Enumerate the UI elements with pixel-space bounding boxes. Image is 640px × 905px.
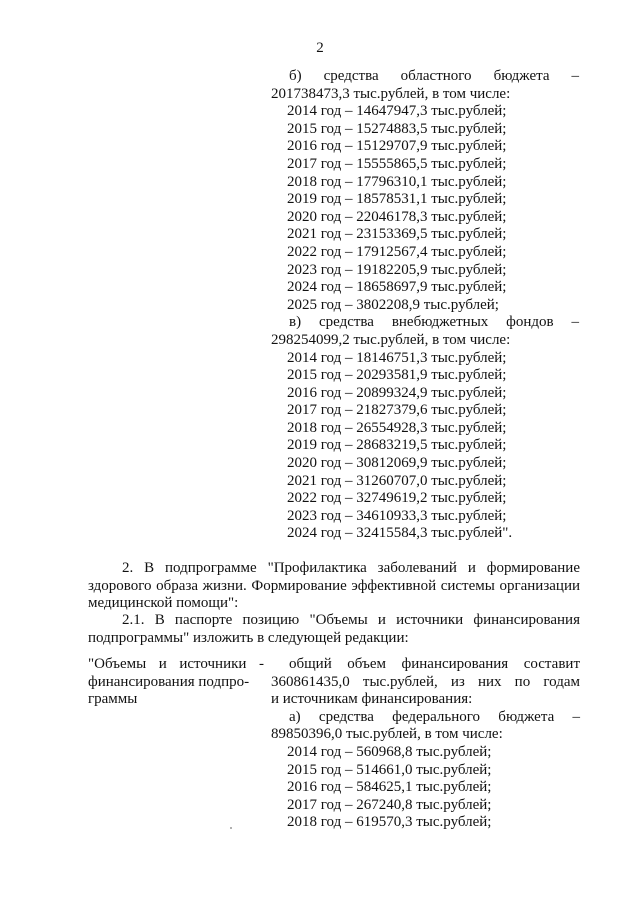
passport-total-line: общий объем финансирования составит [289, 656, 580, 672]
passport-total-line: и источникам финансирования: [271, 691, 473, 708]
section-2-line: здорового образа жизни. Формирование эффективной системы организации [88, 577, 580, 594]
regional-budget-total: 201738473,3 тыс.рублей, в том числе: [271, 85, 511, 102]
section-2-paragraph [88, 560, 580, 613]
year-line: 2015 год – 15274883,5 тыс.рублей; [287, 120, 507, 137]
year-line: 2022 год – 17912567,4 тыс.рублей; [287, 243, 507, 260]
regional-budget-heading: б) средства областного бюджета – [289, 68, 579, 84]
year-line: 2016 год – 20899324,9 тыс.рублей; [287, 384, 507, 401]
passport-value [271, 656, 580, 832]
year-line: 2014 год – 14647947,3 тыс.рублей; [287, 103, 507, 120]
year-line: 2022 год – 32749619,2 тыс.рублей; [287, 490, 507, 507]
scan-speck [230, 827, 232, 829]
year-line: 2025 год – 3802208,9 тыс.рублей; [287, 296, 499, 313]
offbudget-years [271, 350, 579, 544]
year-line: 2019 год – 18578531,1 тыс.рублей; [287, 191, 507, 208]
passport-label-line: финансирования подпро- [88, 673, 250, 690]
year-line: 2020 год – 30812069,9 тыс.рублей; [287, 455, 507, 472]
offbudget-heading: в) средства внебюджетных фондов – [289, 314, 579, 331]
federal-budget-heading: а) средства федерального бюджета – [289, 708, 580, 725]
section-2-1-line: 2.1. В паспорте позицию "Объемы и источники финансирования [122, 612, 580, 628]
section-2-1-paragraph [88, 612, 580, 647]
year-line: 2023 год – 34610933,3 тыс.рублей; [287, 507, 507, 524]
passport-label-line: граммы [88, 691, 138, 708]
year-line: 2020 год – 22046178,3 тыс.рублей; [287, 208, 507, 225]
year-line: 2018 год – 17796310,1 тыс.рублей; [287, 173, 507, 190]
passport-label [88, 656, 264, 709]
year-line: 2023 год – 19182205,9 тыс.рублей; [287, 261, 507, 278]
year-line: 2024 год – 32415584,3 тыс.рублей". [287, 525, 513, 542]
year-line: 2024 год – 18658697,9 тыс.рублей; [287, 279, 507, 296]
year-line: 2015 год – 20293581,9 тыс.рублей; [287, 367, 507, 384]
year-line: 2016 год – 15129707,9 тыс.рублей; [287, 138, 507, 155]
year-line: 2017 год – 15555865,5 тыс.рублей; [287, 155, 507, 172]
year-line: 2021 год – 31260707,0 тыс.рублей; [287, 472, 507, 489]
passport-total-line: 360861435,0 тыс.рублей, из них по годам [271, 673, 580, 690]
section-2-line: медицинской помощи": [88, 595, 239, 612]
year-line: 2014 год – 560968,8 тыс.рублей; [287, 743, 492, 760]
regional-budget-years [271, 103, 579, 314]
year-line: 2017 год – 267240,8 тыс.рублей; [287, 796, 492, 813]
federal-budget-total: 89850396,0 тыс.рублей, в том числе: [271, 726, 503, 743]
budget-breakdown [271, 68, 579, 543]
year-line: 2018 год – 26554928,3 тыс.рублей; [287, 419, 507, 436]
year-line: 2018 год – 619570,3 тыс.рублей; [287, 814, 492, 831]
year-line: 2014 год – 18146751,3 тыс.рублей; [287, 349, 507, 366]
page-number: 2 [316, 40, 324, 56]
section-2-1-line: подпрограммы" изложить в следующей редакции: [88, 629, 409, 646]
year-line: 2015 год – 514661,0 тыс.рублей; [287, 761, 492, 778]
year-line: 2019 год – 28683219,5 тыс.рублей; [287, 437, 507, 454]
year-line: 2016 год – 584625,1 тыс.рублей; [287, 779, 492, 796]
year-line: 2021 год – 23153369,5 тыс.рублей; [287, 226, 507, 243]
year-line: 2017 год – 21827379,6 тыс.рублей; [287, 402, 507, 419]
section-2-line: 2. В подпрограмме "Профилактика заболеваний и формирование [122, 560, 580, 576]
passport-label-line: "Объемы и источники - [88, 656, 264, 672]
offbudget-total: 298254099,2 тыс.рублей, в том числе: [271, 331, 511, 348]
